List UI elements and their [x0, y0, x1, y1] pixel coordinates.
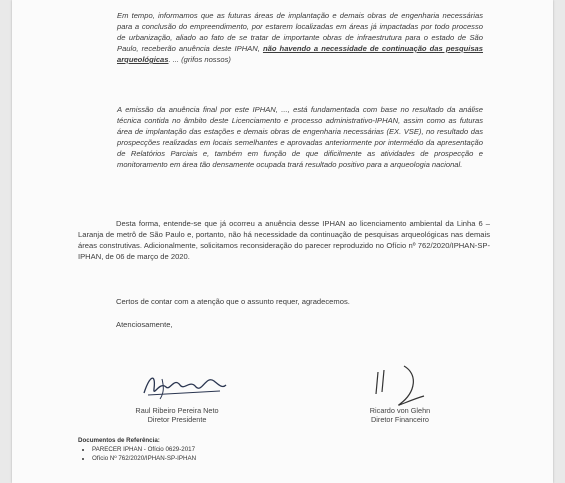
- body-paragraph-1: Desta forma, entende-se que já ocorreu a anuência desse IPHAN ao licenciamento ambiental da Linha 6 – Laranja de metrô de São Paulo e, portanto, não há necessidade da continuação de pesquisas arqueológicas nas demais áreas construtivas. Adicionalmente, solicitamos reconsideração do parecer reproduzido no Ofício nº 762/2020/IPHAN-SP-IPHAN, de 06 de março de 2020.: [78, 219, 490, 261]
- signatory-1-name: Raul Ribeiro Pereira Neto: [135, 406, 219, 415]
- reference-item: • Ofício Nº 762/2020/IPHAN-SP-IPHAN: [92, 454, 196, 463]
- references-heading: Documentos de Referência:: [78, 437, 160, 444]
- reference-documents: [78, 436, 196, 463]
- quote-1-emphasis: não havendo a necessidade de continuação das pesquisas arqueológicas: [117, 44, 483, 64]
- references-list: [78, 445, 196, 463]
- signature-1-image: [140, 367, 230, 403]
- quote-paragraph-1: [117, 10, 483, 65]
- quote-1-tail: . ... (grifos nossos): [168, 55, 231, 64]
- body-paragraph-2: Certos de contar com a atenção que o assunto requer, agradecemos.: [116, 297, 350, 306]
- signatory-2-title: Diretor Financeiro: [371, 415, 429, 424]
- quote-paragraph-2: A emissão da anuência final por este IPHAN, ..., está fundamentada com base no resultado da análise técnica contida no âmbito deste Licenciamento e processo administrativo-IPHAN, assim como as futuras área de implantação das estações e demais obras de engenharia necessárias (EX. VSE), no resultado das prospecções realizadas em locais semelhantes e aprovadas anteriormente por intermédio da apresentação de Relatórios Parciais e, também em função de que dificilmente as atividades de prospecção e monitoramento em área tão densamente ocupada trará resultado positivo para a arqueologia nacional.: [117, 105, 483, 169]
- closing-text: Atenciosamente,: [116, 320, 173, 329]
- signatory-2-name: Ricardo von Glehn: [369, 406, 431, 415]
- signatory-1: [107, 406, 247, 424]
- reference-item: • PARECER IPHAN - Ofício 0629-2017: [92, 445, 196, 454]
- quote-1-text: Em tempo, informamos que as futuras áreas de implantação e demais obras de engenharia necessárias para a conclusão do empreendimento, por estarem localizadas em áreas já impactadas por todo processo de urbanização, aliado ao fato de se tratar de importante obras de infraestrutura para o estado de São Paulo, receberão anuência deste IPHAN,: [117, 11, 483, 53]
- signatory-1-title: Diretor Presidente: [147, 415, 207, 424]
- signatory-2: [330, 406, 470, 424]
- signature-2-image: [364, 360, 434, 410]
- document-page: [12, 0, 553, 483]
